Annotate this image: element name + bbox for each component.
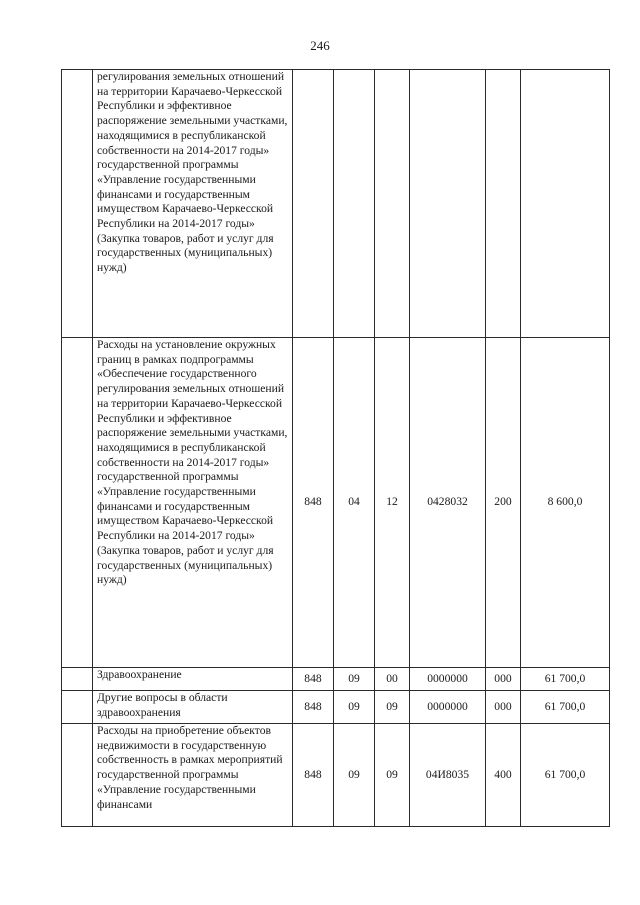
- description-cell: регулирования земельных отношений на территории Карачаево-Черкесской Республики и эффективное распоряжение земельными участками, находящимися в республиканской собственности на 2014-2017 годы» государственной программы «Управление государственными финансами и государственным имуществом Карачаево-Черкесской Республики на 2014-2017 годы» (Закупка товаров, работ и услуг для государственных (муниципальных) нужд): [93, 70, 293, 338]
- subsection-code-cell: [375, 70, 410, 338]
- section-code-cell: 04: [334, 338, 375, 668]
- page-number: 246: [310, 38, 330, 53]
- target-article-cell: 04И8035: [410, 724, 486, 827]
- ministry-code-cell: 848: [293, 338, 334, 668]
- expense-type-cell: 000: [486, 668, 521, 691]
- description-cell: Расходы на приобретение объектов недвижимости в государственную собственность в рамках мероприятий государственной программы «Управление государственными финансами: [93, 724, 293, 827]
- index-cell: [62, 724, 93, 827]
- ministry-code-cell: 848: [293, 724, 334, 827]
- description-cell: Другие вопросы в области здравоохранения: [93, 691, 293, 724]
- target-article-cell: [410, 70, 486, 338]
- expense-type-cell: 000: [486, 691, 521, 724]
- subsection-code-cell: 12: [375, 338, 410, 668]
- target-article-cell: 0000000: [410, 668, 486, 691]
- amount-cell: 61 700,0: [521, 724, 610, 827]
- target-article-cell: 0000000: [410, 691, 486, 724]
- expense-type-cell: 400: [486, 724, 521, 827]
- amount-cell: 61 700,0: [521, 668, 610, 691]
- index-cell: [62, 691, 93, 724]
- section-code-cell: [334, 70, 375, 338]
- amount-cell: [521, 70, 610, 338]
- target-article-cell: 0428032: [410, 338, 486, 668]
- subsection-code-cell: 09: [375, 724, 410, 827]
- ministry-code-cell: 848: [293, 691, 334, 724]
- amount-cell: 8 600,0: [521, 338, 610, 668]
- expense-type-cell: 200: [486, 338, 521, 668]
- budget-table: [61, 69, 610, 827]
- index-cell: [62, 338, 93, 668]
- subsection-code-cell: 09: [375, 691, 410, 724]
- section-code-cell: 09: [334, 668, 375, 691]
- table-row: [62, 668, 610, 691]
- index-cell: [62, 70, 93, 338]
- section-code-cell: 09: [334, 691, 375, 724]
- index-cell: [62, 668, 93, 691]
- ministry-code-cell: 848: [293, 668, 334, 691]
- expense-type-cell: [486, 70, 521, 338]
- section-code-cell: 09: [334, 724, 375, 827]
- table-row: [62, 724, 610, 827]
- description-cell: Здравоохранение: [93, 668, 293, 691]
- table-row: [62, 70, 610, 338]
- amount-cell: 61 700,0: [521, 691, 610, 724]
- table-row: [62, 691, 610, 724]
- subsection-code-cell: 00: [375, 668, 410, 691]
- table-row: [62, 338, 610, 668]
- ministry-code-cell: [293, 70, 334, 338]
- description-cell: Расходы на установление окружных границ в рамках подпрограммы «Обеспечение государственного регулирования земельных отношений на территории Карачаево-Черкесской Республики и эффективное распоряжение земельными участками, находящимися в республиканской собственности на 2014-2017 годы» государственной программы «Управление государственными финансами и государственным имуществом Карачаево-Черкесской Республики на 2014-2017 годы» (Закупка товаров, работ и услуг для государственных (муниципальных) нужд): [93, 338, 293, 668]
